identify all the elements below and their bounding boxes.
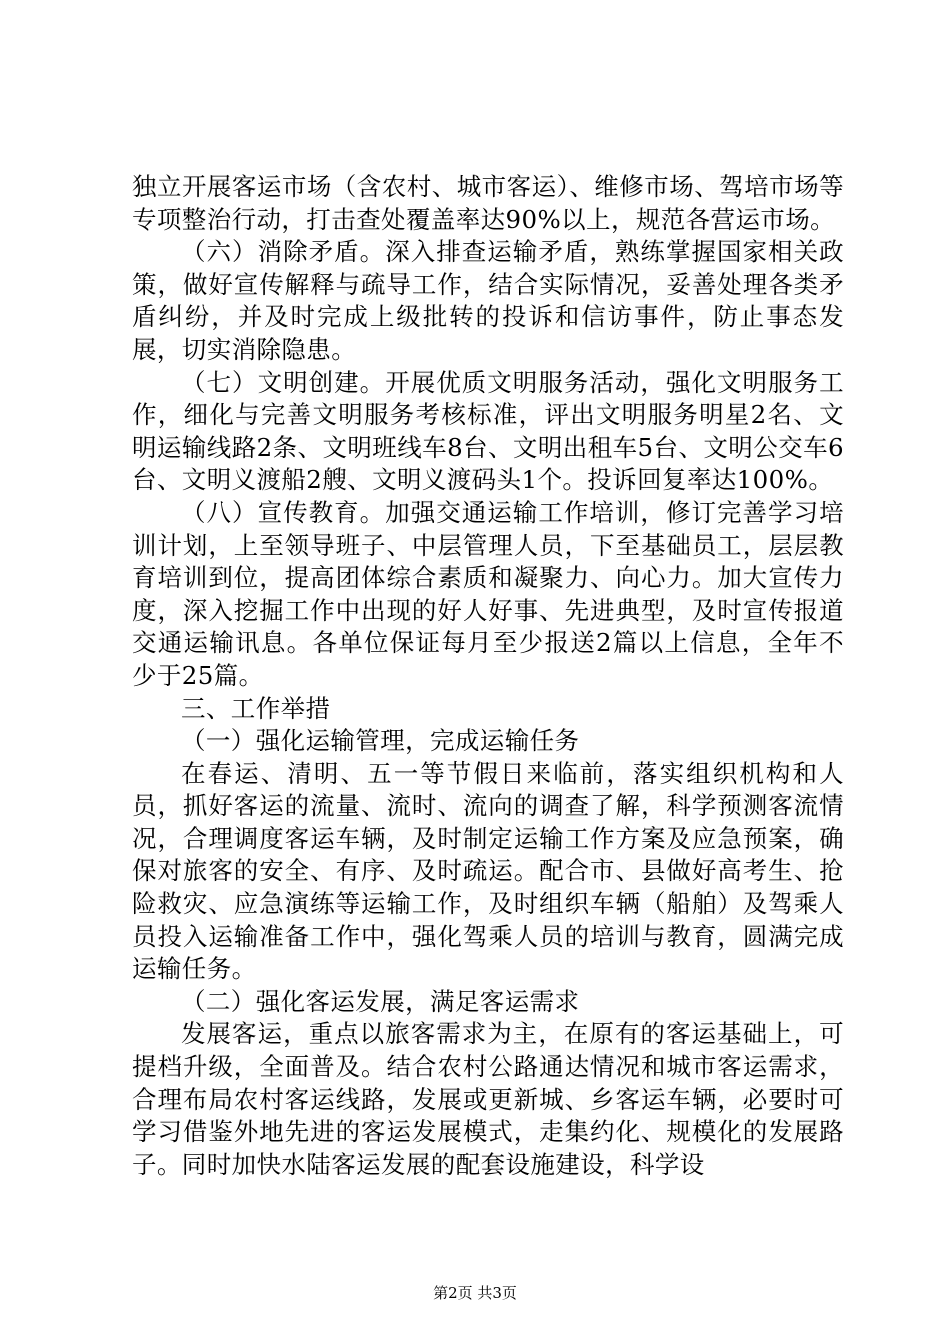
section-heading: 三、工作举措 bbox=[181, 693, 331, 723]
paragraph: 独立开展客运市场（含农村、城市客运）、维修市场、驾培市场等专项整治行动，打击查处覆盖率达90%以上，规范各营运市场。 bbox=[132, 172, 844, 234]
paragraph: （八）宣传教育。加强交通运输工作培训，修订完善学习培训计划，上至领导班子、中层管理人员，下至基础员工，层层教育培训到位，提高团体综合素质和凝聚力、向心力。加大宣传力度，深入挖掘工作中出现的好人好事、先进典型，及时宣传报道交通运输讯息。各单位保证每月至少报送2篇以上信息，全年不少于25篇。 bbox=[132, 497, 844, 690]
paragraph: （七）文明创建。开展优质文明服务活动，强化文明服务工作，细化与完善文明服务考核标准，评出文明服务明星2名、文明运输线路2条、文明班线车8台、文明出租车5台、文明公交车6台、文明义渡船2艘、文明义渡码头1个。投诉回复率达100%。 bbox=[132, 367, 844, 495]
subsection-heading: （二）强化客运发展，满足客运需求 bbox=[181, 986, 580, 1016]
paragraph: （六）消除矛盾。深入排查运输矛盾，熟练掌握国家相关政策，做好宣传解释与疏导工作，结合实际情况，妥善处理各类矛盾纠纷，并及时完成上级批转的投诉和信访事件，防止事态发展，切实消除隐患。 bbox=[132, 237, 844, 364]
document-body bbox=[132, 171, 844, 1181]
paragraph: 在春运、清明、五一等节假日来临前，落实组织机构和人员，抓好客运的流量、流时、流向的调查了解，科学预测客流情况，合理调度客运车辆，及时制定运输工作方案及应急预案，确保对旅客的安全、有序、及时疏运。配合市、县做好高考生、抢险救灾、应急演练等运输工作，及时组织车辆（船舶）及驾乘人员投入运输准备工作中，强化驾乘人员的培训与教育，圆满完成运输任务。 bbox=[132, 758, 844, 984]
subsection-heading: （一）强化运输管理，完成运输任务 bbox=[181, 726, 580, 756]
page-footer: 第2页 共3页 bbox=[433, 1284, 517, 1302]
paragraph: 发展客运，重点以旅客需求为主，在原有的客运基础上，可提档升级，全面普及。结合农村公路通达情况和城市客运需求，合理布局农村客运线路，发展或更新城、乡客运车辆，必要时可学习借鉴外地先进的客运发展模式，走集约化、规模化的发展路子。同时加快水陆客运发展的配套设施建设，科学设 bbox=[132, 1019, 844, 1179]
